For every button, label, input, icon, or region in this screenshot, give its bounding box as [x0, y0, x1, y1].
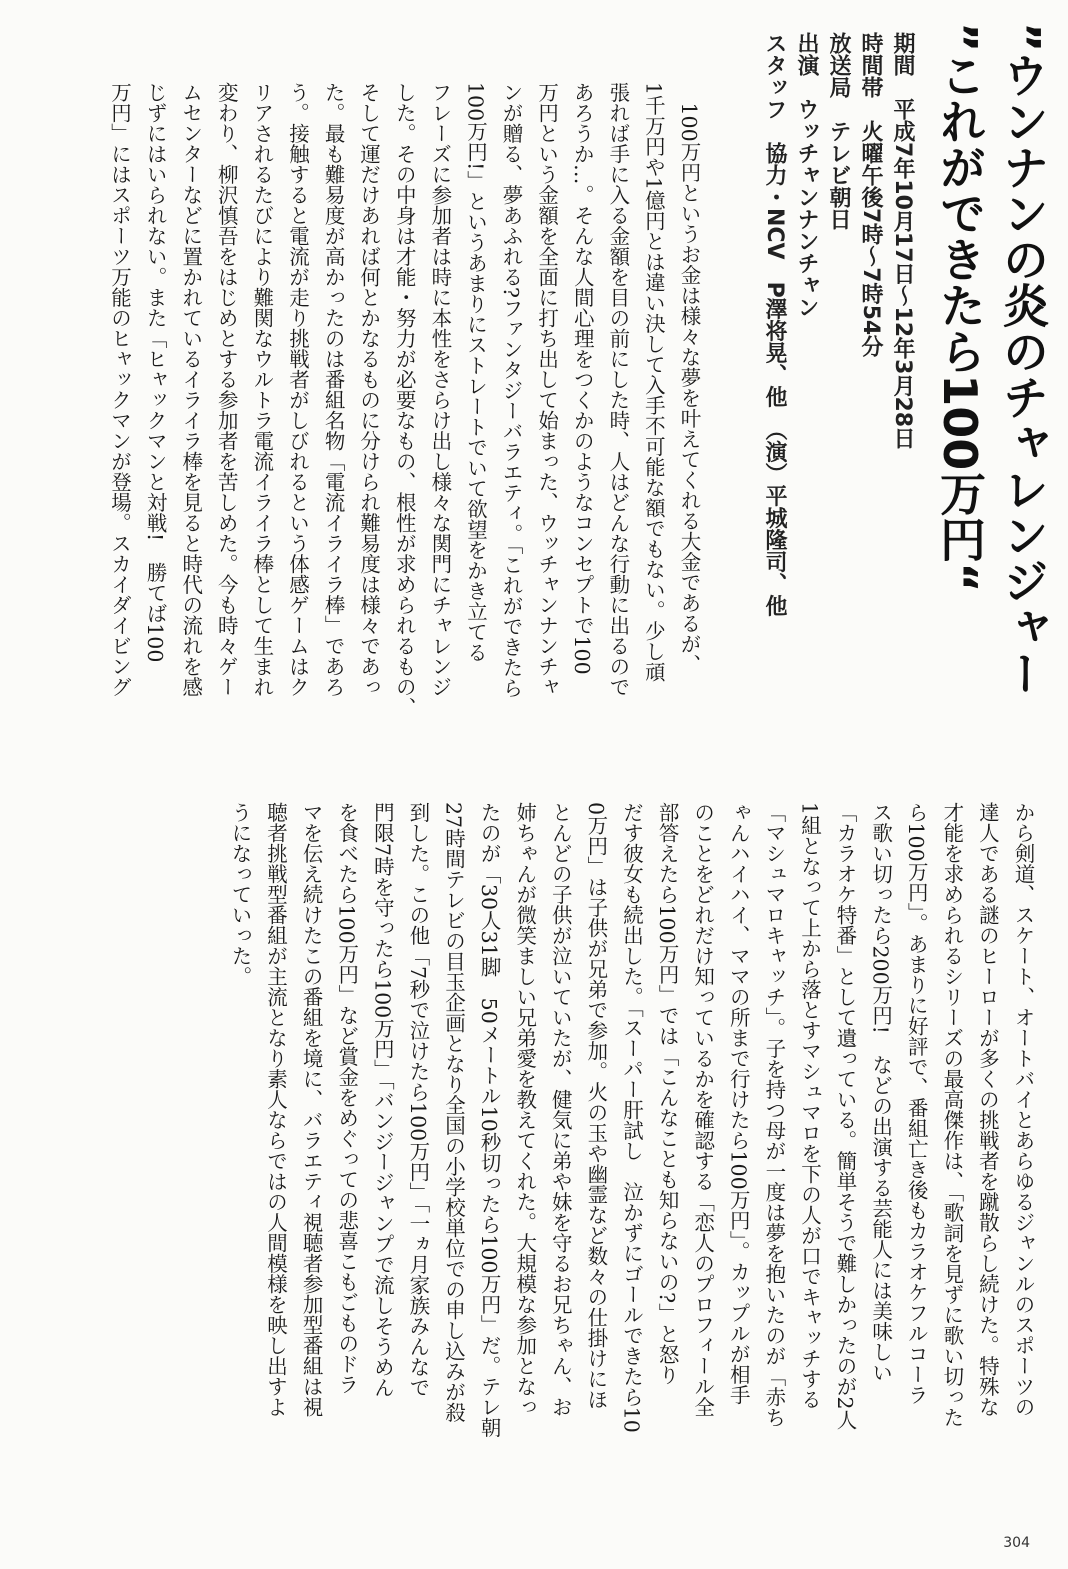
program-info: 期間 平成7年10月17日～12年3月28日 時間帯 火曜午後7時～7時54分 放送局 テレビ朝日 出演 ウッチャンナンチャン スタッフ 協力・NCV P澤将晃、他 （演）平城隆司、他: [762, 32, 915, 617]
article-body-lower: から剣道、スケート、オートバイとあらゆるジャンルのスポーツの 達人である謎のヒーローが多くの挑戦者を蹴散らし続けた。特殊な 才能を求められるシリーズの最高傑作は、「歌詞を見ずに歌い切った ら100万円」。あまりに好評で、番組亡き後もカラオケフルコーラ ス歌い切ったら200万円! などの出演する芸能人には美味しい 「カラオケ特番」として遺っている。簡単そうで難しかったのが2人 1組となって上から落とすマシュマロを下の人が口でキャッチする 「マシュマロキャッチ」。子を持つ母が一度は夢を抱いたのが「赤ち ゃんハイハイ、ママの所まで行けたら100万円」。カップルが相手 のことをどれだけ知っているかを確認する「恋人のプロフィール全 部答えたら100万円」では「こんなことも知らないの?」と怒り だす彼女も続出した。「スーパー肝試し 泣かずにゴールできたら10 0万円」は子供が兄弟で参加。火の玉や幽霊など数々の仕掛けにほ とんどの子供が泣いていたが、健気に弟や妹を守るお兄ちゃん、お 姉ちゃんが微笑ましい兄弟愛を教えてくれた。大規模な参加となっ たのが「30人31脚 50メートル10秒切ったら100万円」だ。テレ朝 27時間テレビの目玉企画となり全国の小学校単位での申し込みが殺 到した。この他「7秒で泣けたら100万円」「一ヵ月家族みんなで 門限7時を守ったら100万円」「バンジージャンプで流しそうめん を食べたら100万円」など賞金をめぐっての悲喜こもごものドラ マを伝え続けたこの番組を境に、バラエティ視聴者参加型番組は視 聴者挑戦型番組が主流となり素人ならではの人間模様を映し出すよ うになっていった。: [227, 802, 1035, 1438]
article-title: ”ウンナンの炎のチャレンジャー ”これができたら100万円“: [933, 22, 1050, 697]
page-number: 304: [1003, 1535, 1030, 1551]
article-body-upper: 100万円というお金は様々な夢を叶えてくれる大金であるが、 1千万円や1億円とは違い決して入手不可能な額でもない。少し頑 張れば手に入る金額を目の前にした時、人はどんな行動に出るので あろうか…。そんな人間心理をつくかのようなコンセプトで100 万円という金額を全面に打ち出して始まった、ウッチャンナンチャ ンが贈る、夢あふれる?ファンタジーバラエティ。「これができたら 100万円!」というあまりにストレートでいて欲望をかき立てる フレーズに参加者は時に本性をさらけ出し様々な関門にチャレンジ した。その中身は才能・努力が必要なもの、根性が求められるもの、 そして運だけあれば何とかなるものに分けられ難易度は様々であっ た。最も難易度が高かったのは番組名物「電流イライラ棒」であろ う。接触すると電流が走り挑戦者がしびれるという体感ゲームはク リアされるたびにより難関なウルトラ電流イライラ棒として生まれ 変わり、柳沢慎吾をはじめとする参加者を苦しめた。今も時々ゲー ムセンターなどに置かれているイライラ棒を見ると時代の流れを感 じずにはいられない。また「ヒャックマンと対戦! 勝てば100 万円」にはスポーツ万能のヒャックマンが登場。スカイダイビング: [107, 82, 701, 718]
